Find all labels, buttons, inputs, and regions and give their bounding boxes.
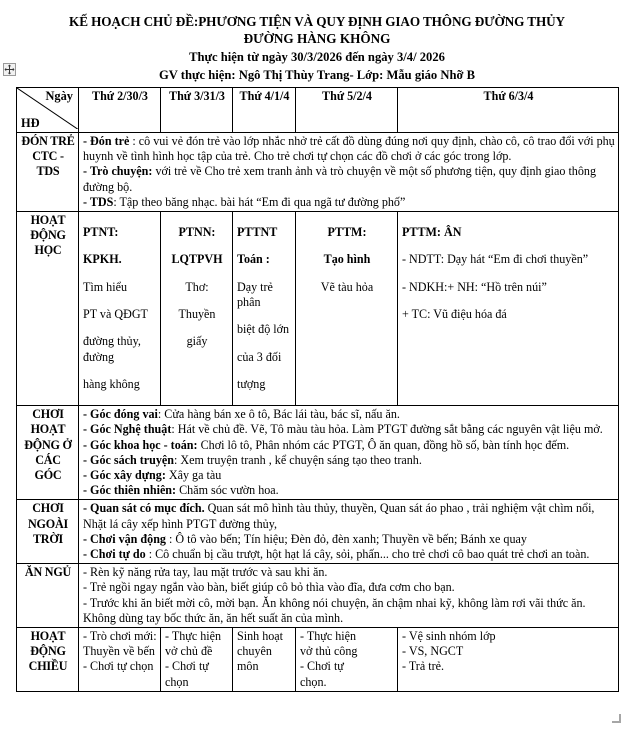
table-move-handle[interactable] xyxy=(3,63,16,76)
hdh-body: Vẽ tàu hỏa xyxy=(320,279,374,294)
hdh-head: PTTNT xyxy=(237,225,278,240)
cell-pm-wed xyxy=(233,627,296,691)
day-header-fri: Thứ 6/3/4 xyxy=(398,88,619,133)
hdh-head: LQTPVH xyxy=(171,252,223,267)
ngoaitroi-lead: - Quan sát có mục đích. xyxy=(83,501,205,516)
goc-item xyxy=(83,483,615,498)
day-header-mon: Thứ 2/30/3 xyxy=(79,88,161,133)
hdh-body: Tìm hiểu xyxy=(83,279,127,294)
pm-line: vở chủ đề xyxy=(165,644,213,659)
row-hoat-dong-hoc xyxy=(17,212,619,406)
hdh-body: + TC: Vũ điệu hóa đá xyxy=(402,307,507,321)
cell-pm-fri xyxy=(398,627,619,691)
goc-text: Chăm sóc vườn hoa. xyxy=(176,483,279,498)
pm-line: chọn. xyxy=(300,674,327,689)
row-choi-goc xyxy=(17,406,619,500)
hdh-body: hàng không xyxy=(83,376,140,391)
hdh-body: - NDTT: Dạy hát “Em đi chơi thuyền” xyxy=(402,252,589,267)
weekly-plan-table xyxy=(16,87,619,692)
goc-item xyxy=(83,422,615,437)
cell-hdh-thu xyxy=(296,212,398,406)
row-label-an-ngu: ĂN NGỦ xyxy=(17,564,79,628)
row-don-tre xyxy=(17,133,619,212)
table-header-row xyxy=(17,88,619,133)
move-arrows-icon xyxy=(4,64,15,75)
don-tre-text: : Tập theo băng nhạc. bài hát “Em đi qua ngã tư đường phố” xyxy=(113,194,406,209)
cell-don-tre-content xyxy=(79,133,619,212)
ngoaitroi-lead: - Chơi tự do xyxy=(83,546,146,561)
cell-pm-thu xyxy=(296,627,398,691)
hdh-head: Toán : xyxy=(237,252,270,267)
hdh-body: giấy xyxy=(186,334,208,349)
don-tre-lead: - Trò chuyện: xyxy=(83,164,153,179)
ngoaitroi-item xyxy=(83,532,615,547)
pm-line: Thuyền về bến xyxy=(83,644,155,659)
goc-text: : Xem truyện tranh , kể chuyện sáng tạo theo tranh. xyxy=(174,452,422,467)
pm-line: - Chơi tự chọn xyxy=(83,659,154,674)
don-tre-text: : cô vui vẻ đón trẻ vào lớp nhắc nhở trẻ cất đồ dùng đúng nơi quy định, chào cô, cô trao đổi với phụ huynh về tình hình học tập của trẻ. Cho trẻ chơi tự chọn các đồ chơi ở các góc trong lớp. xyxy=(83,134,615,164)
goc-text: Chơi lô tô, Phân nhóm các PTGT, Ô ăn quan, đồng hồ số, bàn tính học đếm. xyxy=(197,437,570,452)
anngu-item: - Rèn kỹ năng rửa tay, lau mặt trước và sau khi ăn. xyxy=(83,565,328,580)
cell-hdh-wed xyxy=(233,212,296,406)
pm-line: chọn xyxy=(165,674,189,689)
goc-text: : Cửa hàng bán xe ô tô, Bác lái tàu, bác sĩ, nấu ăn. xyxy=(157,407,400,422)
cell-hdh-mon xyxy=(79,212,161,406)
hdh-body: PT và QĐGT xyxy=(83,307,148,321)
cell-hdh-fri xyxy=(398,212,619,406)
don-tre-text: với trẻ về Cho trẻ xem tranh ảnh và trò chuyện về một số phương tiện, quy định giao thông đường bộ. xyxy=(83,164,596,194)
day-header-thu: Thứ 5/2/4 xyxy=(296,88,398,133)
pm-line: - Trả trẻ. xyxy=(402,659,444,674)
pm-line: - Thực hiện xyxy=(300,628,357,643)
goc-item xyxy=(83,438,615,453)
row-label-choi-goc: CHƠI HOẠT ĐỘNG Ở CÁC GÓC xyxy=(17,406,79,500)
cell-an-ngu-content xyxy=(79,564,619,628)
row-label-hoat-dong-hoc: HOẠT ĐỘNG HỌC xyxy=(17,212,79,406)
goc-text: Xây ga tàu xyxy=(165,467,222,482)
row-an-ngu xyxy=(17,564,619,628)
goc-item xyxy=(83,468,615,483)
pm-line: - Chơi tự xyxy=(165,659,209,674)
row-label-hoat-dong-chieu: HOẠT ĐỘNG CHIỀU xyxy=(17,627,79,691)
hdh-body: Thơ: xyxy=(185,279,209,294)
hdh-body: đường thủy, đường xyxy=(83,334,141,364)
ngoaitroi-item xyxy=(83,547,615,562)
corner-label-day: Ngày xyxy=(45,89,73,103)
hdh-body: Dạy trẻ phân xyxy=(237,279,273,309)
pm-line: - Chơi tự xyxy=(300,659,344,674)
page-title-line2: ĐƯỜNG HÀNG KHÔNG xyxy=(243,31,391,46)
ngoaitroi-text: : Ô tô vào bến; Tín hiệu; Đèn đỏ, đèn xanh; Thuyền về bến; Bánh xe quay xyxy=(165,531,527,546)
hdh-head: PTNT: xyxy=(83,225,119,240)
corner-cell xyxy=(17,88,79,133)
goc-text: : Hát về chủ đề. Vẽ, Tô màu tàu hỏa. Làm PTGT đường sắt bằng các nguyên vật liệu mở. xyxy=(171,422,603,437)
goc-lead: - Góc sách truyện xyxy=(83,452,175,467)
goc-lead: - Góc xây dựng: xyxy=(83,467,166,482)
goc-lead: - Góc thiên nhiên: xyxy=(83,483,177,498)
day-header-tue: Thứ 3/31/3 xyxy=(161,88,233,133)
corner-label-activity: HĐ xyxy=(21,115,40,130)
hdh-head: PTNN: xyxy=(178,225,216,240)
ngoaitroi-item xyxy=(83,501,615,531)
hdh-body: Thuyền xyxy=(178,307,216,321)
row-label-choi-ngoai-troi: CHƠI NGOÀI TRỜI xyxy=(17,500,79,564)
pm-line: Sinh hoạt xyxy=(237,628,284,643)
row-choi-ngoai-troi xyxy=(17,500,619,564)
plan-teacher: GV thực hiện: Ngô Thị Thùy Trang- Lớp: Mẫu giáo Nhỡ B xyxy=(158,68,475,82)
hdh-body: của 3 đối xyxy=(237,349,282,364)
document-header xyxy=(0,0,634,84)
hdh-body: tượng xyxy=(237,376,266,391)
don-tre-item xyxy=(83,164,615,194)
goc-lead: - Góc Nghệ thuật xyxy=(83,422,172,437)
ngoaitroi-text: Quan sát mô hình tàu thủy, thuyền, Quan sát áo phao , trải nghiệm vật chìm nổi, Nhặt lá cây xếp hình PTGT đường thủy, xyxy=(83,501,595,531)
table-resize-handle[interactable] xyxy=(612,714,621,723)
page-title-line1: KẾ HOẠCH CHỦ ĐỀ:PHƯƠNG TIỆN VÀ QUY ĐỊNH GIAO THÔNG ĐƯỜNG THỦY xyxy=(69,14,565,29)
plan-period: Thực hiện từ ngày 30/3/2026 đến ngày 3/4/ 2026 xyxy=(189,50,445,64)
cell-choi-goc-content xyxy=(79,406,619,500)
row-hoat-dong-chieu xyxy=(17,627,619,691)
pm-line: - Thực hiện xyxy=(165,628,222,643)
hdh-head: KPKH. xyxy=(83,252,122,267)
goc-lead: - Góc khoa học - toán: xyxy=(83,437,198,452)
don-tre-lead: - TDS xyxy=(83,194,114,209)
hdh-head: PTTM: ÂN xyxy=(402,225,462,240)
cell-pm-mon xyxy=(79,627,161,691)
cell-pm-tue xyxy=(161,627,233,691)
don-tre-lead: - Đón trẻ xyxy=(83,134,130,148)
pm-line: vở thủ công xyxy=(300,644,358,659)
goc-item xyxy=(83,407,615,422)
hdh-head: Tạo hình xyxy=(323,252,371,267)
day-header-wed: Thứ 4/1/4 xyxy=(233,88,296,133)
don-tre-item xyxy=(83,134,615,164)
goc-lead: - Góc đóng vai xyxy=(83,407,158,422)
goc-item xyxy=(83,453,615,468)
row-label-don-tre: ĐÓN TRẺ CTC - TDS xyxy=(17,133,79,212)
hdh-body: biệt độ lớn xyxy=(237,322,290,337)
ngoaitroi-text: : Cô chuẩn bị cầu trượt, hột hạt lá cây, sỏi, phấn... cho trẻ chơi cô bao quát trẻ chơi an toàn. xyxy=(145,546,590,561)
hdh-body: - NDKH:+ NH: “Hồ trên núi” xyxy=(402,279,547,294)
pm-line: - Trò chơi mới: xyxy=(83,628,157,643)
ngoaitroi-lead: - Chơi vận động xyxy=(83,531,166,546)
cell-choi-ngoai-troi-content xyxy=(79,500,619,564)
anngu-item: - Trước khi ăn biết mời cô, mời bạn. Ăn không nói chuyện, ăn chậm nhai kỹ, không làm rơi vãi thức ăn. Không dùng tay bốc thức ăn, ăn hết suất ăn của mình. xyxy=(83,595,586,625)
pm-line: - Vệ sinh nhóm lớp xyxy=(402,628,496,643)
anngu-item: - Trẻ ngồi ngay ngắn vào bàn, biết giúp cô bỏ thìa vào đĩa, đưa cơm cho bạn. xyxy=(83,580,455,595)
pm-line: - VS, NGCT xyxy=(402,644,464,659)
don-tre-item xyxy=(83,195,615,210)
hdh-head: PTTM: xyxy=(327,225,367,240)
pm-line: chuyên môn xyxy=(237,644,272,674)
cell-hdh-tue xyxy=(161,212,233,406)
